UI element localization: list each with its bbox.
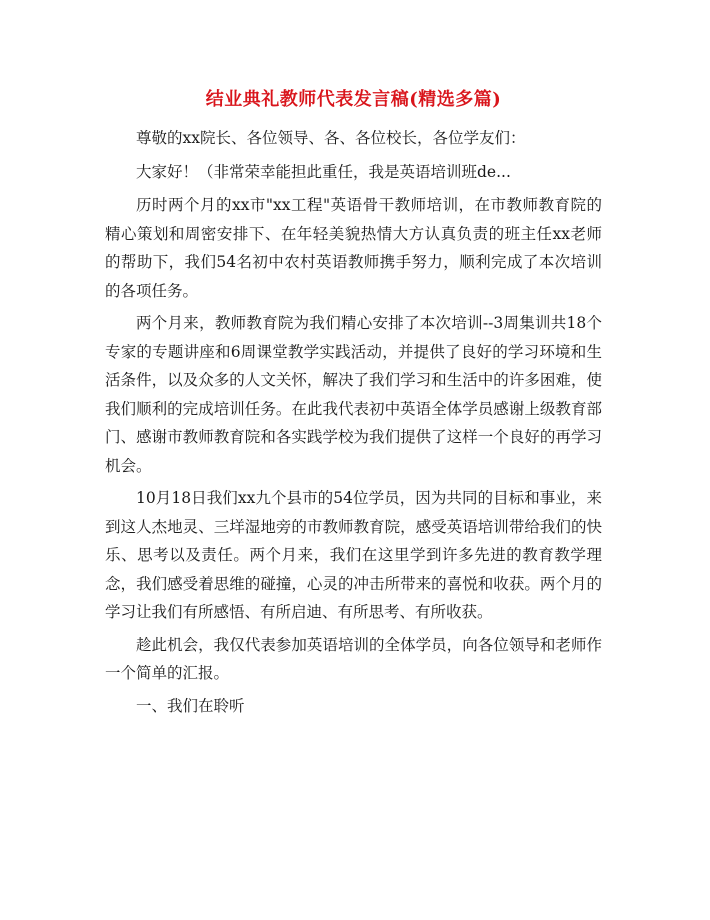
body-paragraph-training-overview: 历时两个月的xx市"xx工程"英语骨干教师培训，在市教师教育院的精心策划和周密安排下、在年轻美貌热情大方认真负责的班主任xx老师的帮助下，我们54名初中农村英语教师携手努力，顺利完成了本次培训的各项任务。 [105,196,602,300]
salutation-paragraph: 尊敬的xx院长、各位领导、各、各位校长，各位学友们： [136,129,526,147]
body-paragraph-october: 10月18日我们xx九个县市的54位学员，因为共同的目标和事业，来到这人杰地灵、三垟湿地旁的市教师教育院，感受英语培训带给我们的快乐、思考以及责任。两个月来，我们在这里学到许多先进的教育教学理念，我们感受着思维的碰撞，心灵的冲击所带来的喜悦和收获。两个月的学习让我们有所感悟、有所启迪、有所思考、有所收获。 [105,489,602,621]
document-title: 结业典礼教师代表发言稿(精选多篇) [205,89,502,110]
body-paragraph-report: 趁此机会，我仅代表参加英语培训的全体学员，向各位领导和老师作一个简单的汇报。 [105,635,602,682]
section-heading-listening: 一、我们在聆听 [136,696,245,715]
body-paragraph-two-months: 两个月来，教师教育院为我们精心安排了本次培训--3周集训共18个专家的专题讲座和6周课堂教学实践活动，并提供了良好的学习环境和生活条件，以及众多的人文关怀，解决了我们学习和生活中的许多困难，使我们顺利的完成培训任务。在此我代表初中英语全体学员感谢上级教育部门、感谢市教师教育院和各实践学校为我们提供了这样一个良好的再学习机会。 [105,314,602,475]
greeting-paragraph: 大家好！（非常荣幸能担此重任，我是英语培训班de... [136,162,511,181]
